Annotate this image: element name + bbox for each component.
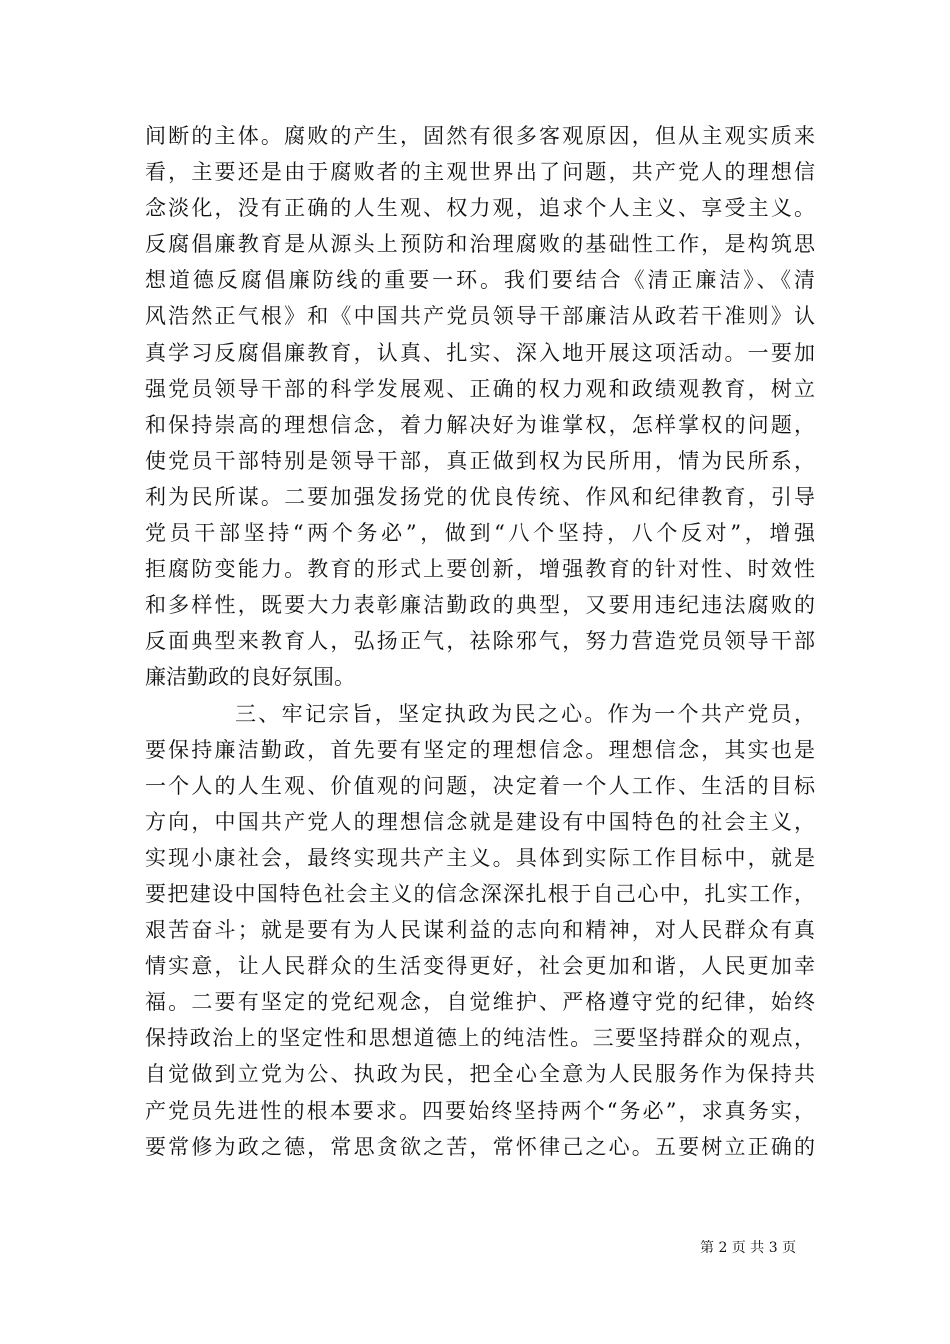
text-line: 情实意，让人民群众的生活变得更好，社会更加和谐，人民更加幸 — [145, 954, 815, 979]
text-line: 艰苦奋斗；就是要有为人民谋利益的志向和精神，对人民群众有真 — [145, 918, 815, 943]
text-line: 实现小康社会，最终实现共产主义。具体到实际工作目标中，就是 — [145, 845, 815, 870]
text-line: 念淡化，没有正确的人生观、权力观，追求个人主义、享受主义。 — [145, 196, 815, 221]
text-line: 间断的主体。腐败的产生，固然有很多客观原因，但从主观实质来 — [145, 124, 815, 148]
text-line: 方向，中国共产党人的理想信念就是建设有中国特色的社会主义， — [145, 809, 815, 834]
text-line: 要常修为政之德，常思贪欲之苦，常怀律己之心。五要树立正确的 — [145, 1134, 815, 1159]
text-line: 一个人的人生观、价值观的问题，决定着一个人工作、生活的目标 — [145, 773, 815, 798]
text-line: 反腐倡廉教育是从源头上预防和治理腐败的基础性工作，是构筑思 — [145, 232, 815, 257]
text-line: 想道德反腐倡廉防线的重要一环。我们要结合《清正廉洁》、《清 — [145, 268, 815, 293]
text-line: 看，主要还是由于腐败者的主观世界出了问题，共产党人的理想信 — [145, 160, 815, 185]
text-line: 三、牢记宗旨，坚定执政为民之心。作为一个共产党员， — [235, 701, 815, 726]
page-number: 第 2 页 共 3 页 — [700, 1240, 797, 1256]
text-line: 使党员干部特别是领导干部，真正做到权为民所用，情为民所系， — [145, 448, 815, 473]
text-line: 要把建设中国特色社会主义的信念深深扎根于自己心中，扎实工作， — [145, 881, 815, 906]
text-line: 廉洁勤政的良好氛围。 — [145, 665, 355, 690]
text-line: 党员干部坚持“两个务必”，做到“八个坚持，八个反对”，增强 — [145, 521, 815, 546]
text-line: 和多样性，既要大力表彰廉洁勤政的典型，又要用违纪违法腐败的 — [145, 593, 815, 618]
text-line: 风浩然正气根》和《中国共产党员领导干部廉洁从政若干准则》认 — [145, 304, 815, 329]
text-line: 真学习反腐倡廉教育，认真、扎实、深入地开展这项活动。一要加 — [145, 340, 815, 365]
text-line: 产党员先进性的根本要求。四要始终坚持两个“务必”，求真务实， — [145, 1098, 815, 1123]
text-line: 和保持崇高的理想信念，着力解决好为谁掌权，怎样掌权的问题， — [145, 412, 815, 437]
text-line: 福。二要有坚定的党纪观念，自觉维护、严格遵守党的纪律，始终 — [145, 990, 815, 1015]
text-line: 利为民所谋。二要加强发扬党的优良传统、作风和纪律教育，引导 — [145, 484, 815, 509]
text-line: 自觉做到立党为公、执政为民，把全心全意为人民服务作为保持共 — [145, 1062, 815, 1087]
text-line: 要保持廉洁勤政，首先要有坚定的理想信念。理想信念，其实也是 — [145, 737, 815, 762]
text-line: 强党员领导干部的科学发展观、正确的权力观和政绩观教育，树立 — [145, 376, 815, 401]
text-line: 反面典型来教育人，弘扬正气，祛除邪气，努力营造党员领导干部 — [145, 629, 815, 654]
text-line: 保持政治上的坚定性和思想道德上的纯洁性。三要坚持群众的观点， — [145, 1026, 815, 1051]
text-line: 拒腐防变能力。教育的形式上要创新，增强教育的针对性、时效性 — [145, 557, 815, 582]
document-body — [145, 118, 815, 1165]
